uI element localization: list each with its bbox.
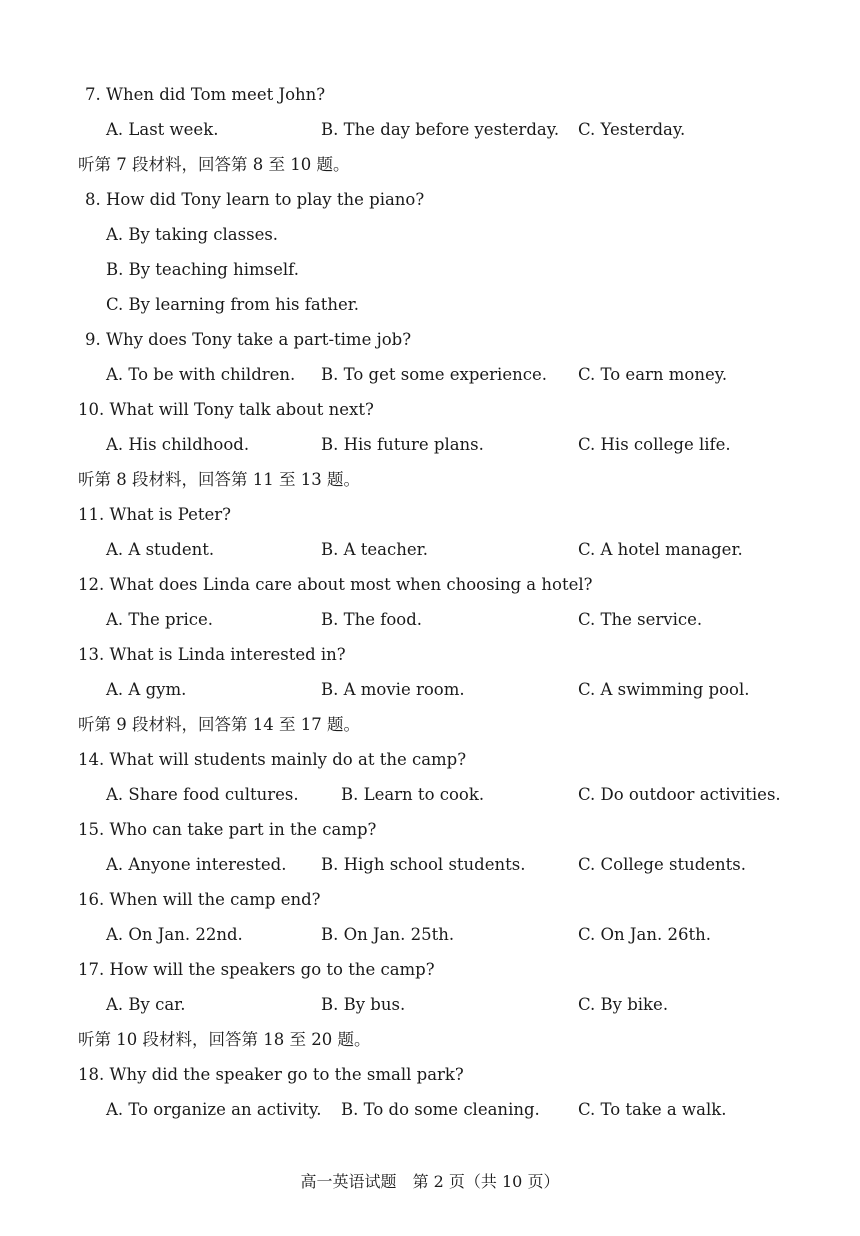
option-row (0, 923, 860, 947)
answer-option-c: C. On Jan. 26th. (578, 925, 711, 944)
question-row (0, 398, 860, 422)
answer-option-c: C. Yesterday. (578, 120, 686, 139)
answer-option-a: A. The price. (106, 610, 214, 629)
question-text: 16. When will the camp end? (78, 890, 321, 909)
answer-option-a: A. Last week. (106, 120, 219, 139)
question-row (0, 643, 860, 667)
question-text: 11. What is Peter? (78, 505, 232, 524)
answer-option: A. By taking classes. (106, 225, 279, 244)
answer-option-b: B. Learn to cook. (341, 785, 485, 804)
option-row (0, 223, 860, 247)
answer-option-c: C. By bike. (578, 995, 669, 1014)
answer-option-a: A. His childhood. (106, 435, 250, 454)
section-instruction-text: 听第 10 段材料，回答第 18 至 20 题。 (78, 1030, 371, 1049)
option-row (0, 993, 860, 1017)
answer-option-b: B. His future plans. (321, 435, 484, 454)
section-instruction-text: 听第 7 段材料，回答第 8 至 10 题。 (78, 155, 350, 174)
answer-option-c: C. The service. (578, 610, 703, 629)
section-instruction (0, 468, 860, 492)
answer-option-c: C. College students. (578, 855, 746, 874)
answer-option-b: B. The day before yesterday. (321, 120, 560, 139)
answer-option-b: B. A teacher. (321, 540, 428, 559)
question-text: 17. How will the speakers go to the camp? (78, 960, 435, 979)
question-row (0, 888, 860, 912)
option-row (0, 258, 860, 282)
page-footer (0, 1170, 860, 1194)
answer-option: C. By learning from his father. (106, 295, 360, 314)
answer-option-c: C. To earn money. (578, 365, 728, 384)
option-row (0, 363, 860, 387)
section-instruction-text: 听第 8 段材料，回答第 11 至 13 题。 (78, 470, 360, 489)
question-row (0, 503, 860, 527)
question-row (0, 83, 860, 107)
answer-option-b: B. To do some cleaning. (341, 1100, 540, 1119)
answer-option-a: A. A gym. (106, 680, 187, 699)
answer-option-a: A. Anyone interested. (106, 855, 287, 874)
answer-option-a: A. On Jan. 22nd. (106, 925, 243, 944)
answer-option-b: B. To get some experience. (321, 365, 547, 384)
option-row (0, 433, 860, 457)
answer-option-a: A. Share food cultures. (106, 785, 299, 804)
section-instruction (0, 1028, 860, 1052)
question-text: 9. Why does Tony take a part-time job? (85, 330, 412, 349)
answer-option: B. By teaching himself. (106, 260, 299, 279)
answer-option-c: C. To take a walk. (578, 1100, 727, 1119)
section-instruction-text: 听第 9 段材料，回答第 14 至 17 题。 (78, 715, 360, 734)
option-row (0, 608, 860, 632)
answer-option-b: B. On Jan. 25th. (321, 925, 455, 944)
footer-page-number: 第 2 页（共 10 页） (412, 1172, 560, 1191)
answer-option-b: B. A movie room. (321, 680, 465, 699)
answer-option-c: C. A hotel manager. (578, 540, 743, 559)
question-text: 10. What will Tony talk about next? (78, 400, 374, 419)
question-text: 18. Why did the speaker go to the small park? (78, 1065, 464, 1084)
answer-option-b: B. The food. (321, 610, 423, 629)
answer-option-c: C. Do outdoor activities. (578, 785, 781, 804)
answer-option-a: A. By car. (106, 995, 186, 1014)
question-text: 13. What is Linda interested in? (78, 645, 346, 664)
answer-option-a: A. To be with children. (106, 365, 296, 384)
option-row (0, 678, 860, 702)
question-text: 14. What will students mainly do at the camp? (78, 750, 467, 769)
answer-option-a: A. To organize an activity. (106, 1100, 322, 1119)
option-row (0, 853, 860, 877)
option-row (0, 783, 860, 807)
option-row (0, 1098, 860, 1122)
question-row (0, 573, 860, 597)
question-text: 7. When did Tom meet John? (85, 85, 326, 104)
question-row (0, 188, 860, 212)
option-row (0, 293, 860, 317)
section-instruction (0, 713, 860, 737)
question-text: 12. What does Linda care about most when choosing a hotel? (78, 575, 593, 594)
question-row (0, 748, 860, 772)
question-row (0, 818, 860, 842)
option-row (0, 538, 860, 562)
option-row (0, 118, 860, 142)
question-row (0, 958, 860, 982)
answer-option-b: B. High school students. (321, 855, 526, 874)
question-text: 15. Who can take part in the camp? (78, 820, 377, 839)
question-row (0, 328, 860, 352)
answer-option-c: C. A swimming pool. (578, 680, 750, 699)
answer-option-a: A. A student. (106, 540, 215, 559)
answer-option-c: C. His college life. (578, 435, 731, 454)
section-instruction (0, 153, 860, 177)
footer-title: 高一英语试题 (300, 1172, 397, 1191)
question-text: 8. How did Tony learn to play the piano? (85, 190, 425, 209)
answer-option-b: B. By bus. (321, 995, 406, 1014)
question-row (0, 1063, 860, 1087)
